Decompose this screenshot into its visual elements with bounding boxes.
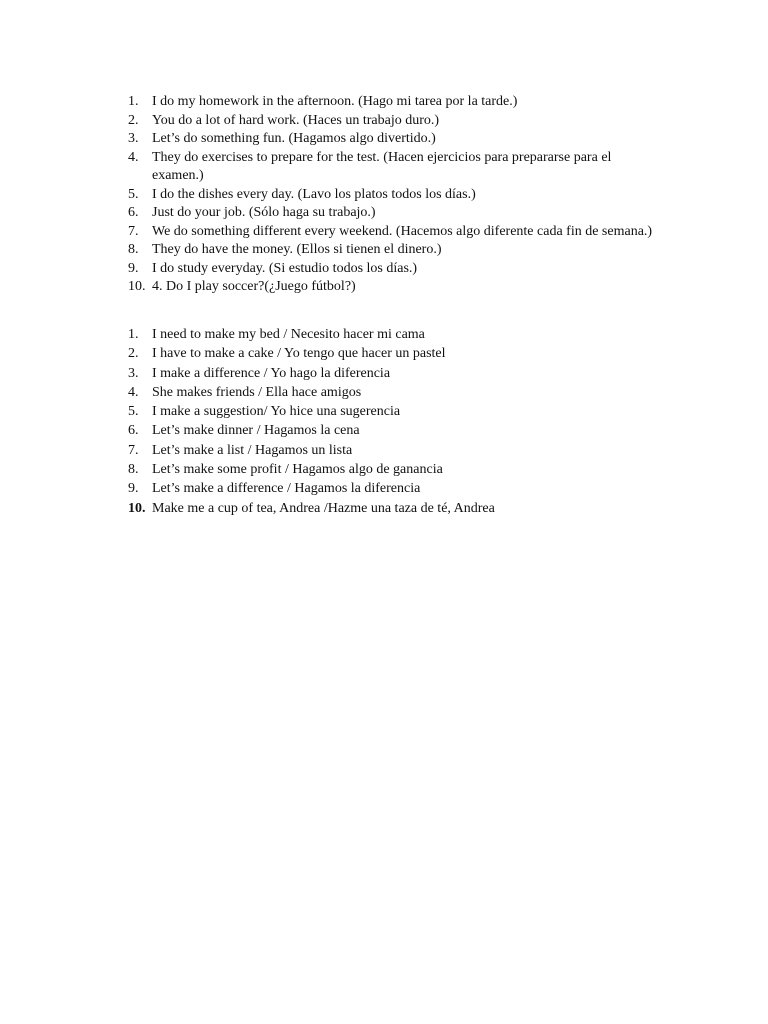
item-number: 9. [128,260,139,276]
list-item [128,421,658,440]
item-number: 3. [128,131,139,146]
item-text: Let’s make dinner / Hagamos la cena [152,423,360,439]
list-item [128,241,658,260]
make-sentences-list [128,325,658,518]
item-number: 8. [128,462,139,478]
list-item [128,93,658,112]
item-number: 6. [128,423,139,439]
list-item [128,499,658,518]
item-number: 7. [128,442,139,458]
item-number: 5. [128,404,139,420]
item-text: I do the dishes every day. (Lavo los platos todos los días.) [152,186,476,202]
item-text: I do study everyday. (Si estudio todos los días.) [152,260,418,276]
list-item [128,186,658,205]
item-number: 2. [128,112,139,128]
item-text: 4. Do I play soccer?(¿Juego fútbol?) [152,279,356,294]
list-item [128,460,658,479]
item-number: 4. [128,384,139,400]
list-item [128,441,658,460]
item-text: I make a difference / Yo hago la diferencia [152,365,391,381]
list-item [128,278,658,297]
item-text: Let’s make some profit / Hagamos algo de ganancia [152,462,443,478]
list-item [128,112,658,131]
item-text: Let’s make a list / Hagamos un lista [152,442,353,458]
item-number: 7. [128,223,139,239]
item-text: They do have the money. (Ellos si tienen el dinero.) [152,242,442,257]
item-text: You do a lot of hard work. (Haces un trabajo duro.) [152,112,440,128]
list-item [128,364,658,383]
item-number: 1. [128,94,139,109]
item-text: Let’s do something fun. (Hagamos algo divertido.) [152,131,436,146]
list-item [128,223,658,242]
list-item [128,479,658,498]
item-text: I make a suggestion/ Yo hice una sugerencia [152,404,401,420]
item-number: 1. [128,327,139,342]
item-number: 6. [128,205,139,220]
item-text: I do my homework in the afternoon. (Hago mi tarea por la tarde.) [152,94,518,109]
list-item [128,383,658,402]
list-item [128,130,658,149]
item-text: Just do your job. (Sólo haga su trabajo.) [152,205,376,220]
item-text: Make me a cup of tea, Andrea /Hazme una taza de té, Andrea [152,500,495,516]
item-text: I need to make my bed / Necesito hacer mi cama [152,327,425,342]
list-item [128,149,658,186]
item-number: 5. [128,186,139,202]
item-number: 3. [128,365,139,381]
item-text: They do exercises to prepare for the test. (Hacen ejercicios para prepararse para el examen.) [152,149,612,183]
item-number: 10. [128,279,146,294]
item-text: We do something different every weekend. (Hacemos algo diferente cada fin de semana.) [152,223,653,239]
item-number: 9. [128,481,139,497]
list-item [128,204,658,223]
item-number: 4. [128,149,139,165]
list-item [128,325,658,344]
item-text: She makes friends / Ella hace amigos [152,384,362,400]
item-number: 10. [128,500,146,516]
item-number: 8. [128,242,139,257]
do-sentences-list [128,93,658,297]
item-number: 2. [128,346,139,362]
item-text: Let’s make a difference / Hagamos la diferencia [152,481,421,497]
list-item [128,260,658,279]
list-item [128,344,658,363]
list-item [128,402,658,421]
item-text: I have to make a cake / Yo tengo que hacer un pastel [152,346,446,362]
